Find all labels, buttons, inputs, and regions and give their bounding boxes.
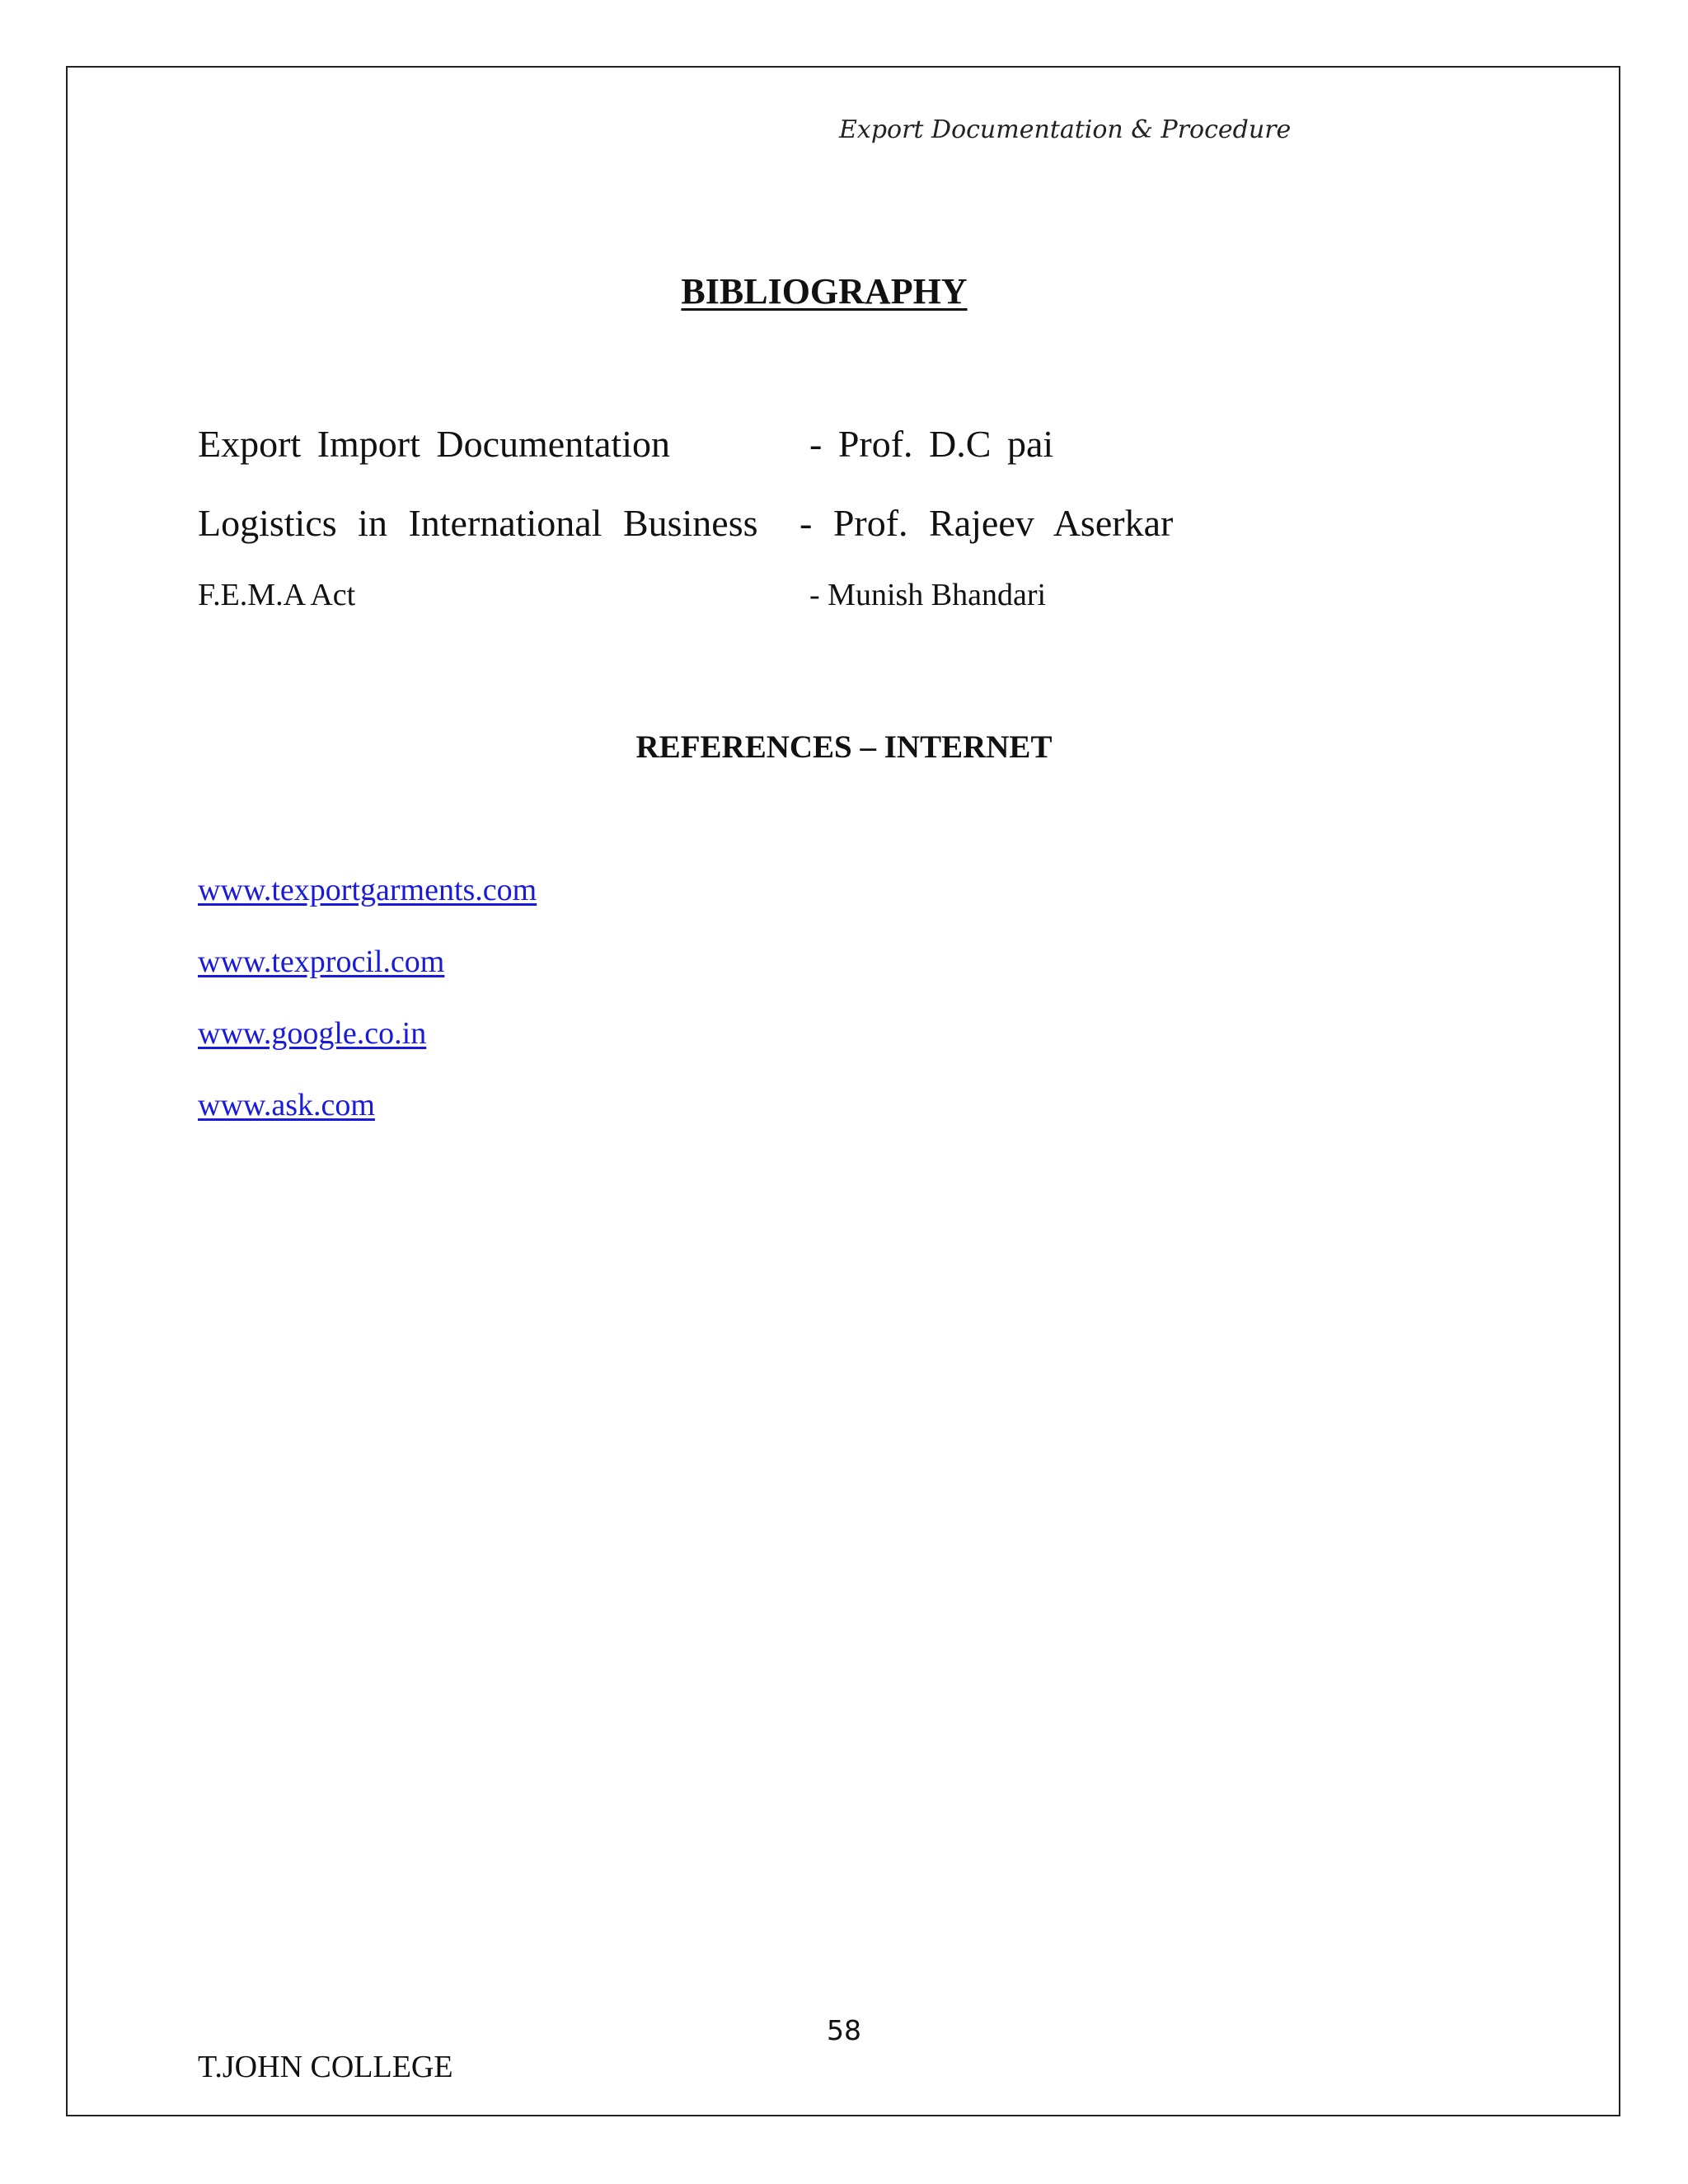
- footer-college-name: T.JOHN COLLEGE: [198, 2050, 453, 2084]
- book-title: Export Import Documentation: [198, 423, 670, 465]
- bibliography-entry: [198, 577, 1434, 626]
- book-author: - Munish Bhandari: [809, 578, 1047, 612]
- bibliography-entry: [198, 422, 1434, 501]
- book-title: Logistics in International Business: [198, 502, 758, 544]
- page-title: BIBLIOGRAPHY: [681, 271, 968, 312]
- reference-link-google[interactable]: www.google.co.in: [198, 1016, 427, 1051]
- reference-links: [198, 872, 537, 1159]
- page-number: 58: [827, 2014, 861, 2046]
- book-title: F.E.M.A Act: [198, 578, 356, 612]
- reference-link-ask[interactable]: www.ask.com: [198, 1088, 375, 1122]
- book-author: - Prof. D.C pai: [809, 423, 1054, 465]
- bibliography-list: [198, 422, 1434, 626]
- book-author: - Prof. Rajeev Aserkar: [799, 502, 1174, 544]
- references-heading: REFERENCES – INTERNET: [635, 729, 1053, 765]
- reference-link-texportgarments[interactable]: www.texportgarments.com: [198, 873, 537, 907]
- reference-link-texprocil[interactable]: www.texprocil.com: [198, 944, 445, 979]
- bibliography-entry: [198, 501, 1434, 577]
- running-header: Export Documentation & Procedure: [839, 115, 1292, 144]
